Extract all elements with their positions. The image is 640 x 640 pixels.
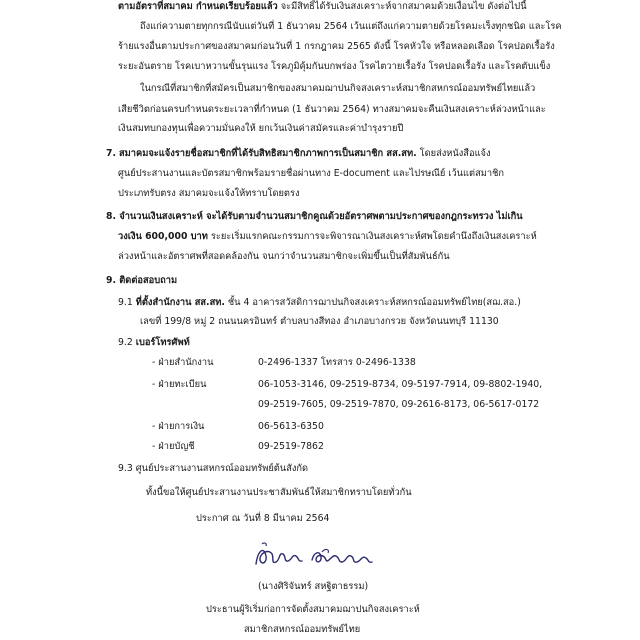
item-8-line [118, 230, 537, 244]
item-9-title: ติดต่อสอบถาม [119, 275, 178, 286]
paragraph-line: เสียชีวิตก่อนครบกำหนดระยะเวลาที่กำหนด (1 ธันวาคม 2564) ทางสมาคมจะคืนเงินสงเคราะห์ล่วงหน้าและ [118, 104, 546, 115]
item-7-header [106, 147, 491, 161]
date-prefix: ประกาศ ณ วันที่ [196, 513, 261, 524]
sub-number: 9.1 [118, 297, 133, 308]
sub-number: 9.3 [118, 463, 133, 474]
contact-phone: 0-2496-1337 โทรสาร 0-2496-1338 [258, 357, 416, 368]
contact-phone: 06-1053-3146, 09-2519-8734, 09-5197-7914, 09-8802-1940, [258, 379, 543, 390]
item-9-1 [118, 296, 521, 310]
phone-title: เบอร์โทรศัพท์ [135, 337, 190, 348]
item-7-rest: โดยส่งหนังสือแจ้ง [416, 148, 491, 159]
item-9-header [106, 274, 177, 288]
paragraph-line: ถึงแก่ความตายทุกกรณีนับแต่วันที่ 1 ธันวาคม 2564 เว้นแต่ถึงแก่ความตายด้วยโรคมะเร็งทุกชนิด และโรค [140, 21, 562, 32]
signatory-name: (นางศิริจันทร์ สหฐิตาธรรม) [258, 581, 369, 592]
signatory-position: ประธานผู้ริเริ่มก่อการจัดตั้งสมาคมฌาปนกิจสงเคราะห์ [206, 604, 420, 615]
closing-statement: ทั้งนี้ขอให้ศูนย์ประสานงานประชาสัมพันธ์ให้สมาชิกทราบโดยทั่วกัน [146, 487, 412, 498]
office-text: ชั้น 4 อาคารสวัสดิการฌาปนกิจสงเคราะห์สหกรณ์ออมทรัพย์ไทย(สฌ.สอ.) [224, 297, 521, 308]
item-number: 8. [106, 211, 117, 222]
item-number: 7. [106, 148, 117, 159]
item-9-3 [118, 462, 308, 476]
item-7-line: ประเภทรับตรง สมาคมจะแจ้งให้ทราบโดยตรง [118, 188, 300, 199]
item-7-bold: สมาคมจะแจ้งรายชื่อสมาชิกที่ได้รับสิทธิสมาชิกภาพการเป็นสมาชิก สส.สท. [118, 148, 417, 159]
item-8-line: ล่วงหน้าและอัตราศพที่สอดคล้องกัน จนกว่าจำนวนสมาชิกจะเพิ่มขึ้นเป็นที่สัมพันธ์กัน [118, 251, 450, 262]
paragraph-line: เงินสมทบกองทุนเพื่อความมั่นคงให้ ยกเว้นเงินค่าสมัครและค่าบำรุงรายปี [118, 123, 404, 134]
handwritten-signature [252, 540, 392, 572]
contact-phone: 09-2519-7605, 09-2519-7870, 09-2616-8173, 06-5617-0172 [258, 399, 540, 410]
contact-phone: 09-2519-7862 [258, 441, 324, 452]
announcement-date [196, 512, 329, 526]
contact-dept: - ฝ่ายทะเบียน [152, 379, 207, 390]
paragraph-line: ระยะอันตราย โรคเบาหวานขั้นรุนแรง โรคภูมิคุ้มกันบกพร่อง โรคไตวายเรื้อรัง โรคปอดเรื้อรัง และโรคตับแข็ง [118, 61, 551, 72]
item-8-bold-start: วงเงิน 600,000 บาท [118, 231, 208, 242]
contact-dept: - ฝ่ายบัญชี [152, 441, 195, 452]
item-8-bold-line: จำนวนเงินสงเคราะห์ จะได้รับตามจำนวนสมาชิกคูณด้วยอัตราศพตามประกาศของกฎกระทรวง ไม่เกิน [119, 211, 523, 222]
coordination-center: ศูนย์ประสานงานสหกรณ์ออมทรัพย์ต้นสังกัด [135, 463, 309, 474]
sub-number: 9.2 [118, 337, 133, 348]
item-8-header [106, 210, 523, 224]
contact-dept: - ฝ่ายการเงิน [152, 421, 205, 432]
item-number: 9. [106, 275, 117, 286]
paragraph-line: ในกรณีที่สมาชิกที่สมัครเป็นสมาชิกของสมาคมฌาปนกิจสงเคราะห์สมาชิกสหกรณ์ออมทรัพย์ไทยแล้ว [140, 83, 536, 94]
signatory-position: สมาชิกสหกรณ์ออมทรัพย์ไทย [244, 624, 361, 635]
paragraph-bold-lead: ตามอัตราที่สมาคม กำหนดเรียบร้อยแล้ว [118, 1, 278, 12]
item-7-line: ศูนย์ประสานงานและบัตรสมาชิกพร้อมรายชื่อผ่านทาง E-document และไปรษณีย์ เว้นแต่สมาชิก [118, 168, 505, 179]
date-value: 8 มีนาคม 2564 [263, 513, 330, 524]
contact-dept: - ฝ่ายสำนักงาน [152, 357, 214, 368]
paragraph-text: จะมีสิทธิ์ได้รับเงินสงเคราะห์จากสมาคมด้วยเงื่อนไข ดังต่อไปนี้ [277, 1, 527, 12]
contact-phone: 06-5613-6350 [258, 421, 324, 432]
paragraph-line [118, 0, 527, 14]
office-address: เลขที่ 199/8 หมู่ 2 ถนนนครอินทร์ ตำบลบางสีทอง อำเภอบางกรวย จังหวัดนนทบุรี 11130 [140, 316, 499, 327]
paragraph-line: ร้ายแรงอื่นตามประกาศของสมาคมก่อนวันที่ 1 กรกฎาคม 2565 ดังนี้ โรคหัวใจ หรือหลอดเลือด โรคปอดเรื้อรัง [118, 41, 555, 52]
item-9-2 [118, 336, 190, 350]
item-8-rest: ระยะเริ่มแรกคณะกรรมการจะพิจารณาเงินสงเคราะห์ศพโดยคำนึงถึงเงินสงเคราะห์ [207, 231, 537, 242]
office-label: ที่ตั้งสำนักงาน สส.สท. [135, 297, 225, 308]
